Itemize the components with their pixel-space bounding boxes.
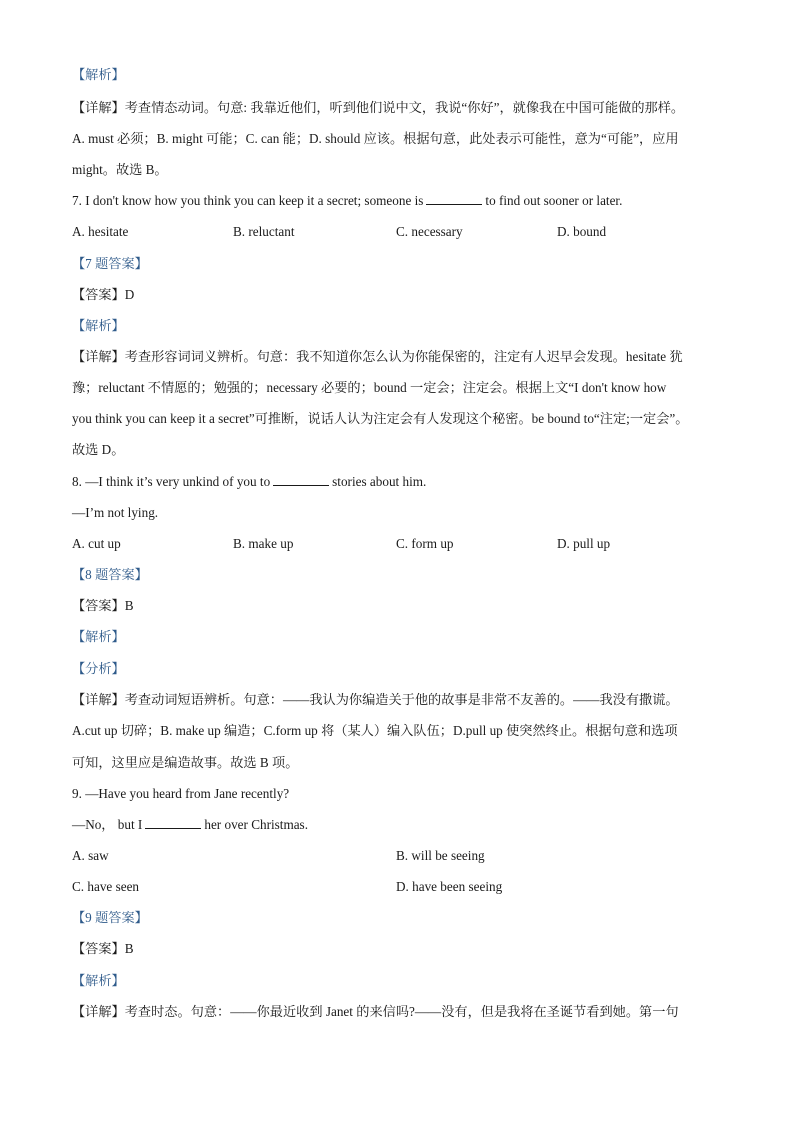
option-c: C. necessary xyxy=(396,224,463,239)
fenxi-label: 【分析】 xyxy=(72,661,125,676)
option-a: A. cut up xyxy=(72,536,121,551)
question-9-stem: 9. —Have you heard from Jane recently? xyxy=(72,786,290,801)
question-7-stem: 7. I don't know how you think you can keep it a secret; someone is to find out sooner or later. xyxy=(72,193,623,208)
detail-paragraph: A. must 必须；B. might 可能；C. can 能；D. should 应该。根据句意，此处表示可能性，意为“可能”，应用 xyxy=(72,131,679,146)
analysis-label: 【解析】 xyxy=(72,318,125,333)
detail-paragraph: 【详解】考查时态。句意：——你最近收到 Janet 的来信吗?——没有，但是我将在圣诞节看到她。第一句 xyxy=(72,1004,679,1019)
detail-paragraph: 【详解】考查动词短语辨析。句意：——我认为你编造关于他的故事是非常不友善的。——我没有撒谎。 xyxy=(72,692,679,707)
answer: 【答案】D xyxy=(72,287,135,302)
question-8-reply: —I’m not lying. xyxy=(72,505,159,520)
option-d: D. have been seeing xyxy=(396,879,503,894)
question-9-reply: —No， but I her over Christmas. xyxy=(72,817,308,832)
answer-blank xyxy=(145,816,201,829)
option-a: A. saw xyxy=(72,848,109,863)
answer-blank xyxy=(273,473,329,486)
option-a: A. hesitate xyxy=(72,224,129,239)
answer-blank xyxy=(426,192,482,205)
detail-paragraph: you think you can keep it a secret”可推断，说话人认为注定会有人发现这个秘密。be bound to“注定;一定会”。 xyxy=(72,411,689,426)
detail-paragraph: 故选 D。 xyxy=(72,442,125,457)
analysis-label: 【解析】 xyxy=(72,629,125,644)
analysis-label: 【解析】 xyxy=(72,973,125,988)
detail-paragraph: might。故选 B。 xyxy=(72,162,168,177)
analysis-label: 【解析】 xyxy=(72,67,125,82)
detail-paragraph: A.cut up 切碎；B. make up 编造；C.form up 将（某人）编入队伍；D.pull up 使突然终止。根据句意和选项 xyxy=(72,723,678,738)
answer: 【答案】B xyxy=(72,598,134,613)
detail-paragraph: 【详解】考查形容词词义辨析。句意：我不知道你怎么认为你能保密的，注定有人迟早会发现。hesitate 犹 xyxy=(72,349,683,364)
answer-tag: 【7 题答案】 xyxy=(72,256,148,271)
option-b: B. reluctant xyxy=(233,224,295,239)
option-d: D. bound xyxy=(557,224,607,239)
question-8-stem: 8. —I think it’s very unkind of you to stories about him. xyxy=(72,474,427,489)
detail-paragraph: 【详解】考查情态动词。句意: 我靠近他们，听到他们说中文，我说“你好”，就像我在中国可能做的那样。 xyxy=(72,100,685,115)
option-b: B. will be seeing xyxy=(396,848,485,863)
option-b: B. make up xyxy=(233,536,294,551)
detail-paragraph: 可知，这里应是编造故事。故选 B 项。 xyxy=(72,755,299,770)
answer-tag: 【8 题答案】 xyxy=(72,567,148,582)
option-c: C. have seen xyxy=(72,879,140,894)
option-d: D. pull up xyxy=(557,536,611,551)
option-c: C. form up xyxy=(396,536,454,551)
answer-tag: 【9 题答案】 xyxy=(72,910,148,925)
answer: 【答案】B xyxy=(72,941,134,956)
detail-paragraph: 豫；reluctant 不情愿的；勉强的；necessary 必要的；bound 一定会；注定会。根据上文“I don't know how xyxy=(72,380,667,395)
